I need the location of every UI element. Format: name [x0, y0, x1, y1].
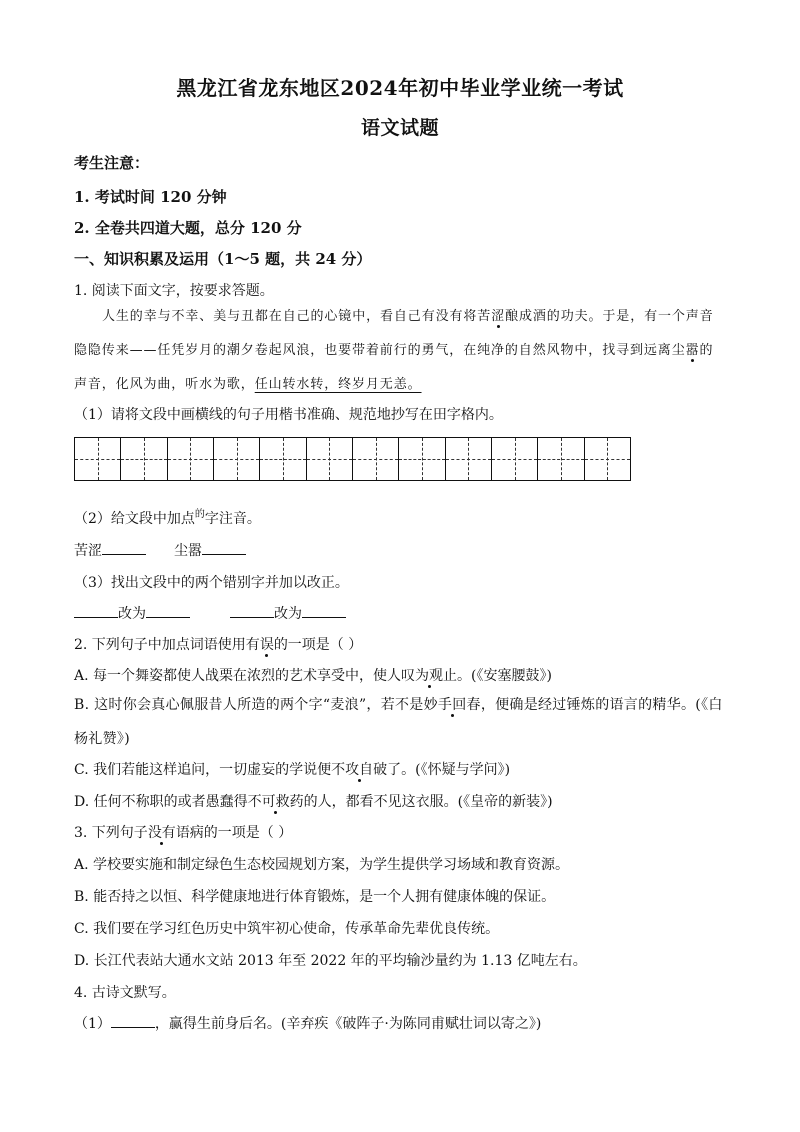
q2-stem-a: 2. 下列句子中加点词语使用有 [74, 637, 260, 653]
fix2-label: 改为 [274, 606, 302, 622]
pinyin1-label: 苦涩 [74, 543, 102, 559]
q2-b-dotted: 妙手回春 [423, 697, 481, 713]
q2-d-source: 的人，都看不见这衣服。(《皇帝的新装》) [303, 794, 553, 810]
q1-fix-row [74, 603, 346, 623]
q4-sub1-text: ，赢得生前身后名。(辛弃疾《破阵子·为陈同甫赋壮词以寄之》) [154, 1016, 542, 1032]
sub2-text-b: 字注音。 [204, 511, 261, 527]
q2-option-d[interactable] [74, 791, 553, 811]
q3-stem [74, 822, 292, 842]
passage-part2: 酿成酒的功夫。于是，有一个声音隐隐传来——任凭岁月的潮夕卷起风浪，也要带着前行的勇气，在纯净的自然风物中，找寻到远离尘 [74, 309, 714, 358]
q4-sub1-blank[interactable] [111, 1013, 155, 1028]
q4-sub1-num: （1） [74, 1016, 111, 1032]
grid-cell[interactable] [492, 437, 538, 481]
q2-option-a[interactable] [74, 665, 552, 685]
q1-sub1: （1）请将文段中画横线的句子用楷书准确、规范地抄写在田字格内。 [74, 407, 503, 423]
q3-stem-dot: 没有 [147, 825, 176, 841]
q3-stem-a: 3. 下列句子 [74, 825, 148, 841]
grid-cell[interactable] [168, 437, 214, 481]
grid-cell[interactable] [260, 437, 306, 481]
grid-cell[interactable] [307, 437, 353, 481]
pinyin2-label: 尘嚣 [174, 543, 202, 559]
grid-cell[interactable] [538, 437, 584, 481]
passage-part3: 的声音，化风为曲，听水为歌， [74, 343, 714, 392]
dotted-char-xiao: 嚣 [685, 343, 700, 358]
q3-option-d[interactable]: D. 长江代表站大通水文站 2013 年至 2022 年的平均输沙量约为 1.13 亿吨左右。 [74, 953, 587, 969]
q2-a-text: A. 每一个舞姿都使人战栗在浓烈的艺术享受中，使人 [74, 668, 402, 684]
fix1-right-blank[interactable] [146, 603, 190, 618]
q2-option-b[interactable] [74, 688, 724, 756]
q2-c-text: C. 我们若能这样追问，一切虚妄的学说便 [74, 762, 332, 778]
q2-stem [74, 634, 362, 654]
notice-item-time: 1. 考试时间 120 分钟 [74, 188, 227, 206]
q1-passage [74, 300, 724, 402]
q4-stem: 4. 古诗文默写。 [74, 985, 176, 1001]
fix1-wrong-blank[interactable] [74, 603, 118, 618]
grid-cell[interactable] [399, 437, 445, 481]
grid-cell[interactable] [75, 437, 121, 481]
q2-d-dotted: 不可救药 [247, 794, 304, 810]
exam-title: 黑龙江省龙东地区2024年初中毕业学业统一考试 [176, 76, 624, 100]
q1-stem: 1. 阅读下面文字，按要求答题。 [74, 283, 274, 299]
q2-a-source: 。(《安塞腰鼓》) [457, 668, 552, 684]
grid-cell[interactable] [121, 437, 167, 481]
notice-heading: 考生注意： [74, 154, 150, 172]
fix2-wrong-blank[interactable] [230, 603, 274, 618]
grid-cell[interactable] [446, 437, 492, 481]
q3-option-a[interactable]: A. 学校要实施和制定绿色生态校园规划方案，为学生提供学习场域和教育资源。 [74, 857, 570, 873]
q2-option-c[interactable] [74, 759, 510, 779]
sub2-sup: 的 [194, 509, 205, 520]
q2-stem-b: 的一项是（ ） [273, 637, 363, 653]
q3-option-c[interactable]: C. 我们要在学习红色历史中筑牢初心使命，传承革命先辈优良传统。 [74, 921, 500, 937]
exam-subtitle: 语文试题 [360, 117, 439, 139]
fix2-right-blank[interactable] [302, 603, 346, 618]
q2-stem-dot: 误 [259, 637, 274, 653]
sub2-text-a: （2）给文段中加点 [74, 511, 195, 527]
q3-stem-b: 语病的一项是（ ） [175, 825, 293, 841]
grid-cell[interactable] [585, 437, 631, 481]
q2-c-source: 了。(《怀疑与学问》) [387, 762, 511, 778]
grid-cell[interactable] [353, 437, 399, 481]
underlined-sentence: 任山转水转，终岁月无恙。 [254, 377, 422, 392]
q3-option-b[interactable]: B. 能否持之以恒、科学健康地进行体育锻炼，是一个人拥有健康体魄的保证。 [74, 889, 556, 905]
q1-pinyin-row [74, 540, 246, 560]
grid-cell[interactable] [214, 437, 260, 481]
q2-c-dotted: 不攻自破 [331, 762, 388, 778]
q1-sub2 [74, 508, 261, 528]
section-heading: 一、知识积累及运用（1～5 题，共 24 分） [74, 250, 372, 268]
dotted-char-se: 涩 [491, 309, 506, 324]
pinyin1-blank[interactable] [102, 540, 146, 555]
q2-d-text: D. 任何不称职的或者愚蠢得 [74, 794, 248, 810]
q2-b-source: ，便确是经过锤炼的语言的精华。(《白杨礼赞》) [74, 697, 723, 747]
q1-sub3: （3）找出文段中的两个错别字并加以改正。 [74, 575, 349, 591]
q4-sub1 [74, 1013, 541, 1033]
pinyin2-blank[interactable] [202, 540, 246, 555]
q2-a-dotted: 叹为观止 [401, 668, 458, 684]
fix1-label: 改为 [118, 606, 146, 622]
q2-b-text: B. 这时你会真心佩服昔人所造的两个字“麦浪”，若不是 [74, 697, 424, 713]
notice-item-score: 2. 全卷共四道大题，总分 120 分 [74, 219, 302, 237]
passage-part1: 人生的幸与不幸、美与丑都在自己的心镜中，看自己有没有将苦 [102, 309, 492, 324]
tianzi-grid[interactable] [74, 437, 631, 481]
